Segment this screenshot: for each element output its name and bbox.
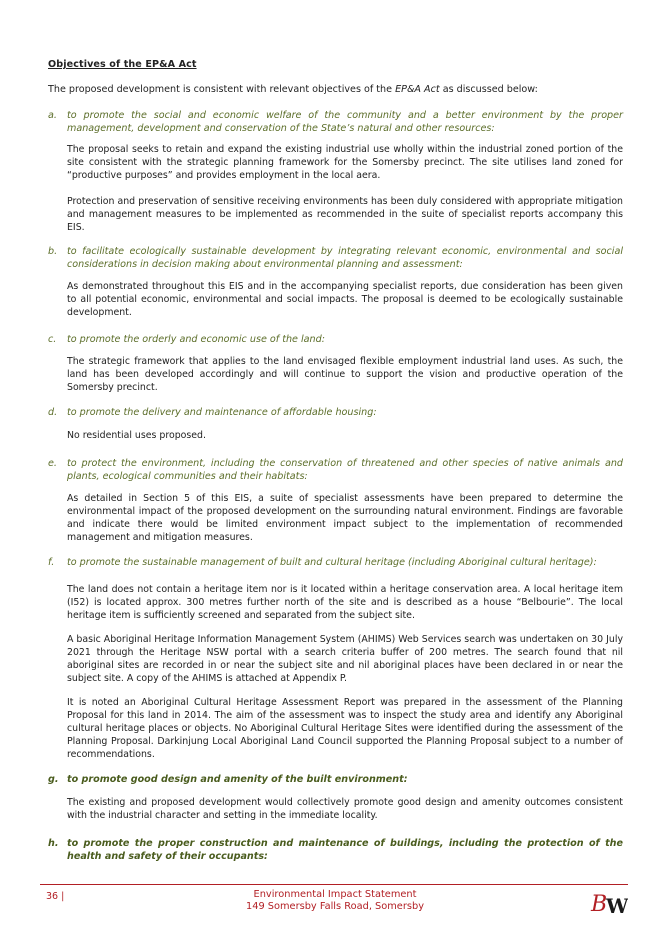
objective-letter: g. (48, 774, 59, 785)
objective-title: to promote the sustainable management of built and cultural heritage (including Aboriginal cultural heritage): (67, 557, 597, 568)
intro-text-after: as discussed below: (439, 84, 538, 95)
footer-title (200, 889, 470, 913)
objective-letter: a. (48, 110, 57, 121)
logo-letter-w: W (606, 894, 628, 917)
footer-line-2: 149 Somersby Falls Road, Somersby (245, 901, 424, 912)
objective-f-paragraph-3: It is noted an Aboriginal Cultural Heritage Assessment Report was prepared in the assessment of the Planning Proposal for this land in 2014. The aim of the assessment was to inspect the study area and identify any Aboriginal cultural heritage places or objects. No Aboriginal Cultural Heritage Sites were identified during the assessment of the Planning Proposal. Darkinjung Local Aboriginal Land Council supported the Planning Proposal subject to a number of recommendations. (67, 697, 623, 760)
objective-letter: c. (48, 334, 57, 345)
objective-b-paragraph-1: As demonstrated throughout this EIS and in the accompanying specialist reports, due consideration has been given to all potential economic, environmental and social impacts. The proposal is deemed to be ecologically sustainable development. (67, 281, 623, 318)
objective-letter: b. (48, 246, 58, 257)
footer-line-1: Environmental Impact Statement (253, 889, 417, 900)
objective-title: to promote good design and amenity of the built environment: (67, 774, 408, 785)
objective-title: to protect the environment, including the conservation of threatened and other species of native animals and plants, ecological communities and their habitats: (67, 458, 623, 482)
intro-text-before: The proposed development is consistent with relevant objectives of the (48, 84, 396, 95)
objective-g-paragraph-1: The existing and proposed development would collectively promote good design and amenity outcomes consistent with the industrial character and setting in the immediate locality. (67, 797, 623, 821)
objective-a-paragraph-1: The proposal seeks to retain and expand the existing industrial use wholly within the industrial zoned portion of the site consistent with the strategic planning framework for the Somersby precinct. The site utilises land zoned for “productive purposes” and provides employment in the local aera. (67, 144, 623, 181)
objective-f-paragraph-2: A basic Aboriginal Heritage Information Management System (AHIMS) Web Services search was undertaken on 30 July 2021 through the Heritage NSW portal with a search criteria buffer of 200 metres. The search found that nil aboriginal sites are recorded in or near the subject site and nil aboriginal places have been declared in or near the subject site. A copy of the AHIMS is attached at Appendix P. (67, 634, 623, 684)
intro-act-name: EP&A Act (395, 84, 440, 95)
intro-paragraph (48, 83, 628, 96)
objective-title: to promote the social and economic welfare of the community and a better environment by the proper management, development and conservation of the State’s natural and other resources: (67, 110, 623, 134)
objective-title: to promote the delivery and maintenance of affordable housing: (67, 407, 377, 418)
objective-letter: f. (48, 557, 55, 568)
company-logo (588, 889, 628, 917)
objective-e-paragraph-1: As detailed in Section 5 of this EIS, a suite of specialist assessments have been prepared to determine the environmental impact of the proposed development on the surrounding natural environment. Findings are favorable and indicate there would be limited environment impact subject to the implementation of recommended management and mitigation measures. (67, 493, 623, 543)
objective-title: to promote the proper construction and maintenance of buildings, including the protection of the health and safety of their occupants: (67, 838, 623, 862)
objective-d-paragraph-1: No residential uses proposed. (67, 430, 206, 441)
objective-letter: e. (48, 458, 57, 469)
footer-divider (40, 884, 628, 885)
objective-title: to facilitate ecologically sustainable development by integrating relevant economic, environmental and social considerations in decision making about environmental planning and assessment: (67, 246, 623, 270)
objective-c-paragraph-1: The strategic framework that applies to the land envisaged flexible employment industrial land uses. As such, the land has been developed accordingly and will continue to support the vision and productive operation of the Somersby precinct. (67, 356, 623, 393)
objective-f-paragraph-1: The land does not contain a heritage item nor is it located within a heritage conservation area. A local heritage item (I52) is located approx. 300 metres further north of the site and is described as a house “Belbourie”. The local heritage item is sufficiently screened and separated from the subject site. (67, 584, 623, 621)
objective-letter: d. (48, 407, 58, 418)
page-number: 36 | (46, 891, 65, 902)
objective-a-paragraph-2: Protection and preservation of sensitive receiving environments has been duly considered with appropriate mitigation and management measures to be implemented as recommended in the suite of specialist reports accompany this EIS. (67, 196, 623, 233)
logo-letter-b: B (591, 892, 608, 917)
section-heading: Objectives of the EP&A Act (48, 59, 197, 70)
objective-title: to promote the orderly and economic use of the land: (67, 334, 325, 345)
objective-letter: h. (48, 838, 59, 849)
